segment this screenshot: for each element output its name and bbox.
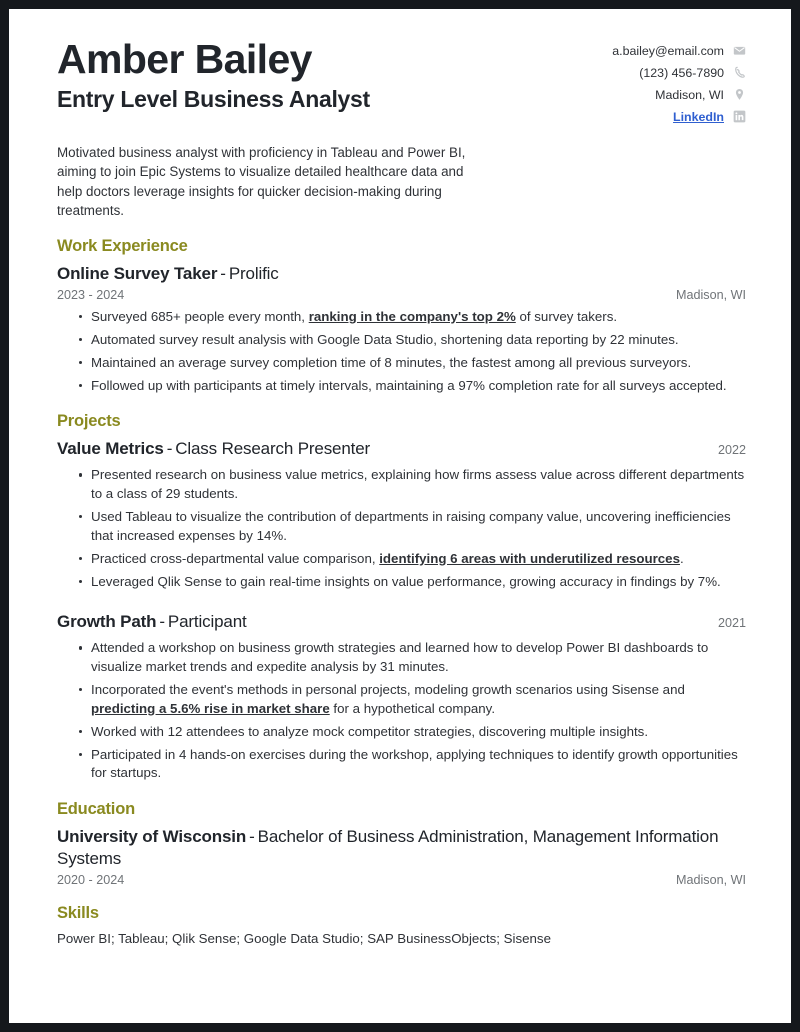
- contact-item-location[interactable]: [612, 85, 746, 104]
- section-projects: [57, 412, 746, 783]
- project-entry: [57, 611, 746, 783]
- entry-dates: 2020 - 2024: [57, 872, 125, 887]
- bullet-text: Participated in 4 hands-on exercises during the workshop, applying techniques to identify growth opportunities for startups.: [91, 746, 738, 781]
- entry-heading: [57, 263, 746, 285]
- bullet-text: Presented research on business value metrics, explaining how firms assess value across different departments to a class of 29 students.: [91, 467, 745, 502]
- section-education: [57, 800, 746, 887]
- list-item: [79, 550, 746, 569]
- entry-heading: [57, 826, 746, 870]
- bullet-text: Automated survey result analysis with Google Data Studio, shortening data reporting by 22 minutes.: [91, 331, 679, 347]
- list-item: [79, 746, 746, 784]
- list-item: [79, 331, 746, 350]
- entry-primary: University of Wisconsin: [57, 827, 247, 847]
- linkedin-link[interactable]: LinkedIn: [673, 109, 724, 124]
- entry-year: 2022: [717, 443, 746, 458]
- map-pin-icon: [733, 88, 746, 101]
- contact-item-linkedin[interactable]: [612, 107, 746, 126]
- resume-header: [57, 35, 746, 129]
- entry-title: [57, 826, 746, 870]
- page-title: Amber Bailey: [57, 36, 312, 82]
- entry-meta: [57, 873, 746, 887]
- bullet-emphasis: predicting a 5.6% rise in market share: [91, 700, 330, 716]
- bullet-text: Worked with 12 attendees to analyze mock competitor strategies, discovering multiple insights.: [91, 723, 649, 739]
- entry-year: 2021: [717, 616, 746, 631]
- bullet-text: Surveyed 685+ people every month,: [91, 308, 309, 324]
- experience-entry: [57, 263, 746, 395]
- professional-summary: Motivated business analyst with proficiency in Tableau and Power BI, aiming to join Epic Systems to visualize detailed healthcare data and help doctors leverage insights for quicker decision-making during treatments.: [57, 145, 466, 218]
- entry-dash: -: [220, 264, 226, 284]
- entry-dash: -: [166, 439, 173, 459]
- entry-dash: -: [159, 612, 165, 632]
- list-item: [79, 377, 746, 396]
- section-title-education: Education: [57, 800, 135, 819]
- job-title: Entry Level Business Analyst: [57, 86, 370, 113]
- list-item: [79, 723, 746, 742]
- list-item: [79, 508, 746, 546]
- contact-location-text: Madison, WI: [655, 87, 724, 102]
- section-title-skills: Skills: [57, 903, 99, 922]
- bullet-text: Practiced cross-departmental value comparison,: [91, 550, 380, 566]
- skills-list: Power BI; Tableau; Qlik Sense; Google Data Studio; SAP BusinessObjects; Sisense: [57, 930, 551, 946]
- bullet-text: Leveraged Qlik Sense to gain real-time insights on value performance, growing accuracy in findings by 7%.: [91, 573, 721, 589]
- entry-location: Madison, WI: [676, 872, 746, 887]
- list-item: [79, 354, 746, 373]
- entry-primary: Online Survey Taker: [57, 264, 218, 284]
- education-entry: [57, 826, 746, 887]
- bullet-text: Incorporated the event's methods in personal projects, modeling growth scenarios using Sisense and: [91, 681, 685, 697]
- entry-title: [57, 611, 247, 633]
- entry-dash: -: [249, 827, 255, 847]
- entry-bullet-list: [57, 466, 746, 591]
- entry-secondary: Prolific: [228, 264, 279, 284]
- bullet-text: Followed up with participants at timely intervals, maintaining a 97% completion rate for all surveys accepted.: [91, 377, 727, 393]
- project-entry: [57, 438, 746, 591]
- entry-secondary: Participant: [167, 612, 247, 632]
- entry-primary: Growth Path: [57, 612, 157, 632]
- resume-page: [9, 9, 791, 1023]
- contact-phone-text: (123) 456-7890: [639, 65, 724, 80]
- entry-location: Madison, WI: [676, 287, 746, 302]
- contact-email-text: a.bailey@email.com: [612, 43, 724, 58]
- bullet-emphasis: identifying 6 areas with underutilized resources: [379, 550, 680, 566]
- bullet-text: Used Tableau to visualize the contribution of departments in raising company value, uncovering inefficiencies that increased expenses by 14%.: [91, 508, 731, 543]
- bullet-text-tail: .: [679, 550, 684, 566]
- phone-icon: [733, 66, 746, 79]
- section-skills: [57, 904, 746, 949]
- section-work-experience: [57, 237, 746, 395]
- contact-item-phone[interactable]: [612, 63, 746, 82]
- list-item: [79, 681, 746, 719]
- section-title-projects: Projects: [57, 412, 121, 431]
- bullet-text: Maintained an average survey completion time of 8 minutes, the fastest among all previous surveyors.: [91, 354, 692, 370]
- entry-secondary: Bachelor of Business Administration, Management Information Systems: [57, 827, 719, 869]
- entry-title: [57, 438, 370, 460]
- entry-heading: [57, 438, 746, 460]
- list-item: [79, 308, 746, 327]
- entry-bullet-list: [57, 308, 746, 396]
- contact-list: [612, 35, 746, 129]
- entry-bullet-list: [57, 639, 746, 783]
- bullet-emphasis: ranking in the company's top 2%: [308, 308, 516, 324]
- list-item: [79, 573, 746, 592]
- linkedin-icon: [733, 110, 746, 123]
- identity-block: [57, 35, 370, 114]
- list-item: [79, 639, 746, 677]
- entry-dates: 2023 - 2024: [57, 287, 125, 302]
- contact-item-email[interactable]: [612, 41, 746, 60]
- entry-heading: [57, 611, 746, 633]
- envelope-icon: [733, 44, 746, 57]
- entry-title: [57, 263, 279, 285]
- entry-primary: Value Metrics: [57, 439, 164, 459]
- entry-meta: [57, 288, 746, 302]
- section-title-work-experience: Work Experience: [57, 237, 188, 256]
- bullet-text: Attended a workshop on business growth strategies and learned how to develop Power BI dashboards to visualize market trends and expedite analysis by 31 minutes.: [91, 640, 709, 675]
- bullet-text-tail: of survey takers.: [515, 308, 618, 324]
- entry-secondary: Class Research Presenter: [175, 439, 371, 459]
- list-item: [79, 466, 746, 504]
- bullet-text-tail: for a hypothetical company.: [329, 700, 496, 716]
